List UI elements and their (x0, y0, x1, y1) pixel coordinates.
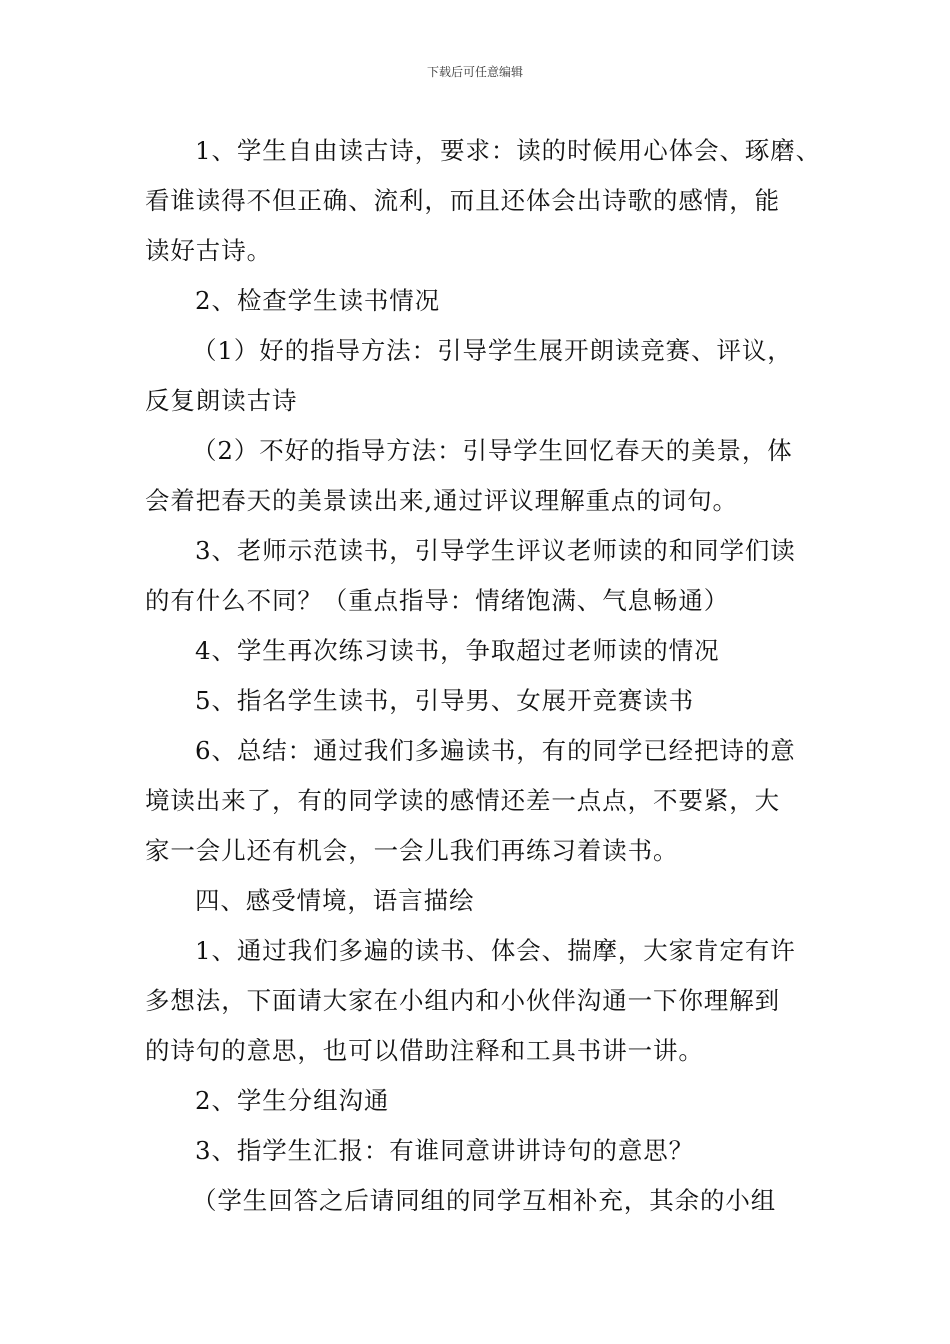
paragraph-student-answer-note (145, 1176, 813, 1226)
text-line: 3、指学生汇报：有谁同意讲讲诗句的意思？ (195, 1136, 695, 1165)
text-line: 5、指名学生读书，引导男、女展开竞赛读书 (195, 686, 695, 715)
text-line: 1、学生自由读古诗，要求：读的时候用心体会、琢磨、 (195, 136, 822, 165)
paragraph-step-3-teacher-demo (145, 526, 813, 626)
paragraph-section4-step-2 (145, 1076, 813, 1126)
paragraph-step-4-practice (145, 626, 813, 676)
paragraph-method-good (145, 326, 813, 426)
text-line: 2、学生分组沟通 (195, 1086, 390, 1115)
text-line: （2）不好的指导方法：引导学生回忆春天的美景，体 (192, 436, 793, 465)
text-line: 境读出来了，有的同学读的感情还差一点点，不要紧，大 (145, 786, 780, 815)
section-heading-four (145, 876, 813, 926)
text-line: 4、学生再次练习读书，争取超过老师读的情况 (195, 636, 720, 665)
text-line: 四、感受情境，语言描绘 (195, 886, 475, 915)
text-line: 的诗句的意思，也可以借助注释和工具书讲一讲。 (145, 1036, 704, 1065)
paragraph-method-bad (145, 426, 813, 526)
text-line: 1、通过我们多遍的读书、体会、揣摩，大家肯定有许 (195, 936, 796, 965)
paragraph-step-1-free-reading (145, 126, 822, 276)
text-line: 看谁读得不但正确、流利，而且还体会出诗歌的感情，能 (145, 186, 780, 215)
text-line: （1）好的指导方法：引导学生展开朗读竞赛、评议， (192, 336, 793, 365)
text-line: 3、老师示范读书，引导学生评议老师读的和同学们读 (195, 536, 796, 565)
page-header: 下载后可任意编辑 (426, 65, 523, 79)
text-line: 6、总结：通过我们多遍读书，有的同学已经把诗的意 (195, 736, 796, 765)
text-line: 的有什么不同？（重点指导：情绪饱满、气息畅通） (145, 586, 730, 615)
text-line: 家一会儿还有机会，一会儿我们再练习着读书。 (145, 836, 679, 865)
text-line: 反复朗读古诗 (145, 386, 298, 415)
paragraph-section4-step-3 (145, 1126, 813, 1176)
text-line: 会着把春天的美景读出来,通过评议理解重点的词句。 (145, 486, 738, 515)
paragraph-step-5-competition (145, 676, 813, 726)
text-line: 2、检查学生读书情况 (195, 286, 441, 315)
text-line: （学生回答之后请同组的同学互相补充，其余的小组 (192, 1186, 777, 1215)
paragraph-step-6-summary (145, 726, 813, 876)
document-body (145, 126, 822, 1226)
paragraph-step-2-check-reading (145, 276, 813, 326)
paragraph-section4-step-1 (145, 926, 813, 1076)
text-line: 读好古诗。 (145, 236, 272, 265)
text-line: 多想法，下面请大家在小组内和小伙伴沟通一下你理解到 (145, 986, 780, 1015)
